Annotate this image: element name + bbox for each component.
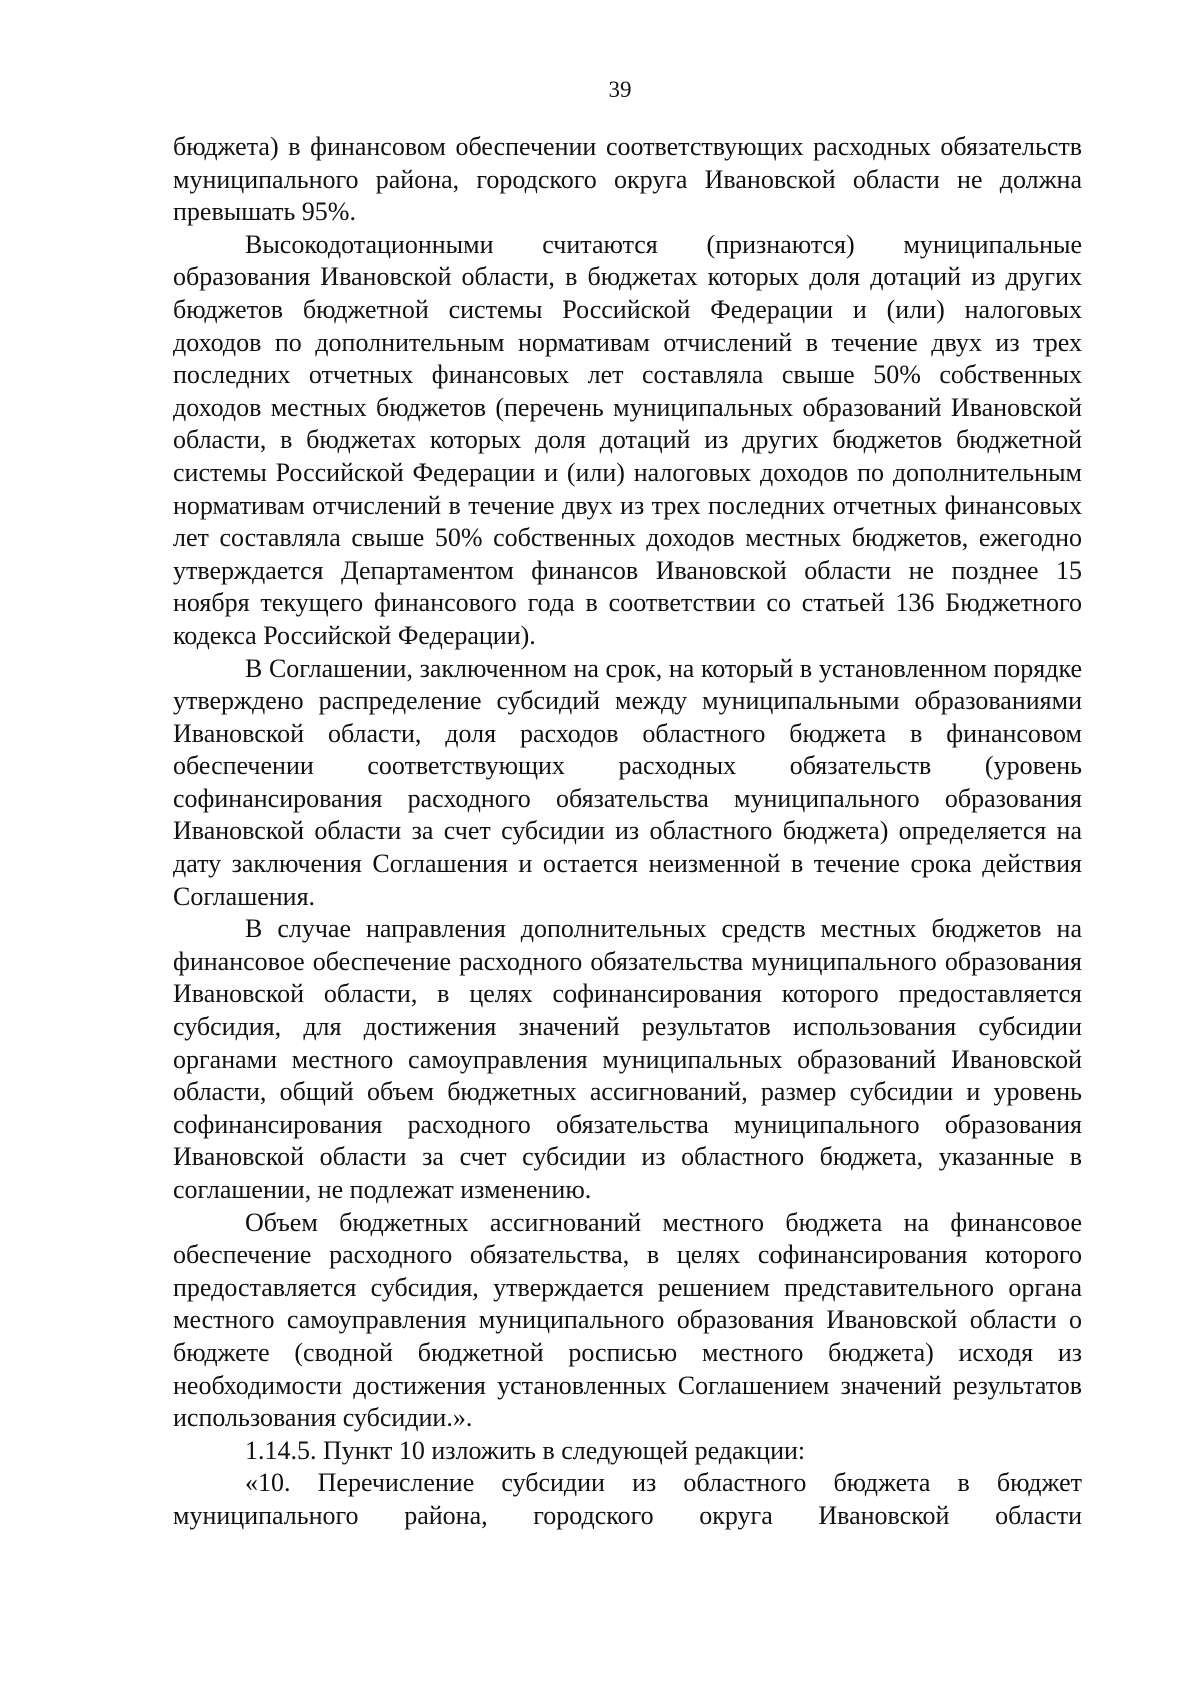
page-number: 39	[608, 77, 632, 102]
paragraph-continuation: бюджета) в финансовом обеспечении соответствующих расходных обязательств муниципального района, городского округа Ивановской области не должна превышать 95%.	[173, 132, 1082, 227]
paragraph-agreement: В Соглашении, заключенном на срок, на который в установленном порядке утверждено распределение субсидий между муниципальными образованиями Ивановской области, доля расходов областного бюджета в финансовом обеспечении соответствующих расходных обязательств (уровень софинансирования расходного обязательства муниципального образования Ивановской области за счет субсидии из областного бюджета) определяется на дату заключения Соглашения и остается неизменной в течение срока действия Соглашения.	[173, 653, 1082, 911]
paragraph-budget-allocations: Объем бюджетных ассигнований местного бюджета на финансовое обеспечение расходного обязательства, в целях софинансирования которого предоставляется субсидия, утверждается решением представительного органа местного самоуправления муниципального образования Ивановской области о бюджете (сводной бюджетной росписью местного бюджета) исходя из необходимости достижения установленных Соглашением значений результатов использования субсидии.».	[173, 1207, 1082, 1433]
document-body	[173, 131, 1082, 1533]
paragraph-additional-funds: В случае направления дополнительных средств местных бюджетов на финансовое обеспечение расходного обязательства муниципального образования Ивановской области, в целях софинансирования которого предоставляется субсидия, для достижения значений результатов использования субсидии органами местного самоуправления муниципальных образований Ивановской области, общий объем бюджетных ассигнований, размер субсидии и уровень софинансирования расходного обязательства муниципального образования Ивановской области за счет субсидии из областного бюджета, указанные в соглашении, не подлежат изменению.	[173, 914, 1082, 1204]
paragraph-clause-1-14-5: 1.14.5. Пункт 10 изложить в следующей редакции:	[245, 1435, 806, 1465]
paragraph-high-subsidy: Высокодотационными считаются (признаются) муниципальные образования Ивановской области, в бюджетах которых доля дотаций из других бюджетов бюджетной системы Российской Федерации и (или) налоговых доходов по дополнительным нормативам отчислений в течение двух из трех последних отчетных финансовых лет составляла свыше 50% собственных доходов местных бюджетов (перечень муниципальных образований Ивановской области, в бюджетах которых доля дотаций из других бюджетов бюджетной системы Российской Федерации и (или) налоговых доходов по дополнительным нормативам отчислений в течение двух из трех последних отчетных финансовых лет составляла свыше 50% собственных доходов местных бюджетов, ежегодно утверждается Департаментом финансов Ивановской области не позднее 15 ноября текущего финансового года в соответствии со статьей 136 Бюджетного кодекса Российской Федерации).	[173, 229, 1082, 650]
paragraph-clause-10: «10. Перечисление субсидии из областного бюджета в бюджет муниципального района, городского округа Ивановской области	[173, 1468, 1082, 1530]
